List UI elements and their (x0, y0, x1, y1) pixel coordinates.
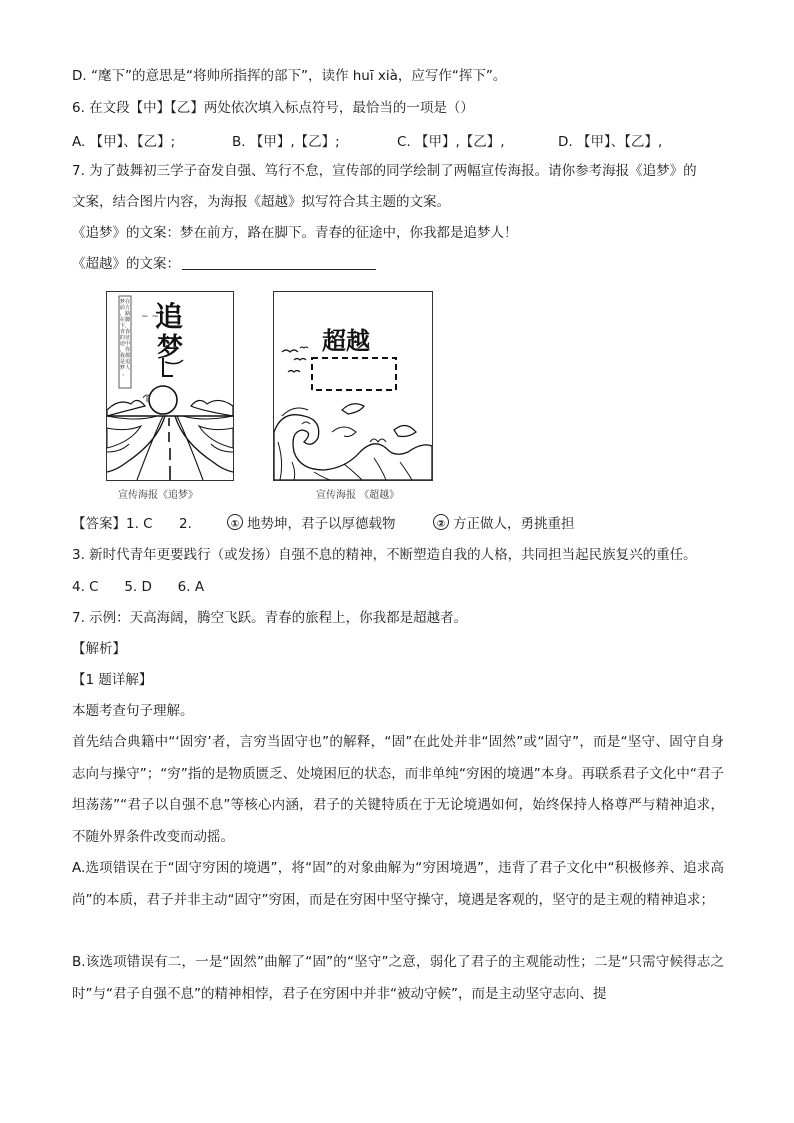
analysis-intro: 本题考查句子理解。 (72, 703, 194, 719)
option-a: A. 【甲】、【乙】; (72, 134, 176, 150)
poster-zhuimeng-char1: 追 (155, 300, 184, 333)
option-d-text: D. “麾下”的意思是“将帅所指挥的部下”，读作 huī xià，应写作“挥下”。 (72, 68, 507, 84)
answer-row (72, 514, 732, 534)
analysis-paragraph-3: B.该选项错误有二，一是“固然”曲解了“固”的“坚守”之意，弱化了君子的主观能动性；二是“只需守候得志之时”与“君子自强不息”的精神相悖，君子在穷困中并非“被动守候”，而是主动坚守志向、提 (72, 954, 724, 1002)
poster-chaoyue-illustration (274, 292, 432, 480)
svg-text:~ ~: ~ ~ (141, 312, 159, 322)
poster-zhuimeng-char2: 梦 (157, 333, 184, 363)
analysis-paragraph-1: 首先结合典籍中“‘固穷’者，言穷当固守也”的解释，“固”在此处并非“固然”或“固守”，而是“坚守、固守自身志向与操守”；“穷”指的是物质匮乏、处境困厄的状态，而非单纯“穷困的境遇”本身。再联系君子文化中“君子坦荡荡”“君子以自强不息”等核心内涵，君子的关键特质在于无论境遇如何，始终保持人格尊严与精神追求，不随外界条件改变而动摇。 (72, 734, 724, 845)
svg-text:梦在前方，路在脚下，青春的征途中，你我都是追梦人。: 梦在前方，路在脚下，青春的征途中，你我都是追梦人。 (119, 299, 131, 377)
poster-zhuimeng-illustration (107, 292, 233, 480)
poster-chaoyue-caption: 宣传海报 《超越》 (316, 490, 400, 501)
answer-q2-part2-text: 方正做人，勇挑重担 (453, 516, 575, 532)
option-c: C. 【甲】,【乙】, (397, 134, 505, 150)
poster-chaoyue-title: 超越 (322, 327, 370, 355)
option-d: D. 【甲】、【乙】, (558, 134, 663, 150)
poster-zhuimeng (106, 291, 234, 481)
analysis-detail-label: 【1 题详解】 (72, 672, 153, 688)
circled-number-1: ① (227, 514, 243, 530)
poster-chaoyue-blank-box (312, 358, 396, 390)
chaoyue-copy-line (72, 254, 376, 274)
answer-q7: 7. 示例：天高海阔，腾空飞跃。青春的旅程上，你我都是超越者。 (72, 610, 468, 626)
question-6-options (72, 130, 732, 150)
poster-zhuimeng-caption: 宣传海报《追梦》 (118, 490, 198, 501)
answer-q4-6: 4. C 5. D 6. A (72, 579, 205, 595)
answer-q2-part2 (433, 514, 575, 534)
answer-q3: 3. 新时代青年更要践行（或发扬）自强不息的精神，不断塑造自我的人格，共同担当起民族复兴的重任。 (72, 547, 697, 563)
answer-q2-part1 (227, 514, 396, 534)
question-6: 6. 在文段【中】【乙】两处依次填入标点符号，最恰当的一项是（） (72, 100, 474, 116)
analysis-label: 【解析】 (72, 641, 126, 657)
option-b: B. 【甲】,【乙】; (232, 134, 340, 150)
answer-label: 【答案】1. C (72, 516, 153, 532)
chaoyue-copy-label: 《超越》的文案： (72, 256, 180, 272)
answer-q2-part1-text: 地势坤，君子以厚德载物 (247, 516, 396, 532)
poster-chaoyue (273, 291, 433, 481)
zhuimeng-copy: 《追梦》的文案：梦在前方，路在脚下。青春的征途中，你我都是追梦人！ (72, 225, 518, 241)
analysis-paragraph-2: A.选项错误在于“固守穷困的境遇”，将“固”的对象曲解为“穷困境遇”，违背了君子文化中“积极修养、追求高尚”的本质，君子并非主动“固守”穷困，而是在穷困中坚守操守，境遇是客观的，坚守的是主观的精神追求； (72, 860, 724, 908)
question-7-line2: 文案，结合图片内容，为海报《超越》拟写符合其主题的文案。 (72, 194, 450, 210)
circled-number-2: ② (433, 514, 449, 530)
question-7-line1: 7. 为了鼓舞初三学子奋发自强、笃行不怠，宣传部的同学绘制了两幅宣传海报。请你参考海报《追梦》的 (72, 163, 697, 179)
answer-blank (182, 255, 376, 270)
answer-q2-number: 2. (179, 516, 192, 532)
